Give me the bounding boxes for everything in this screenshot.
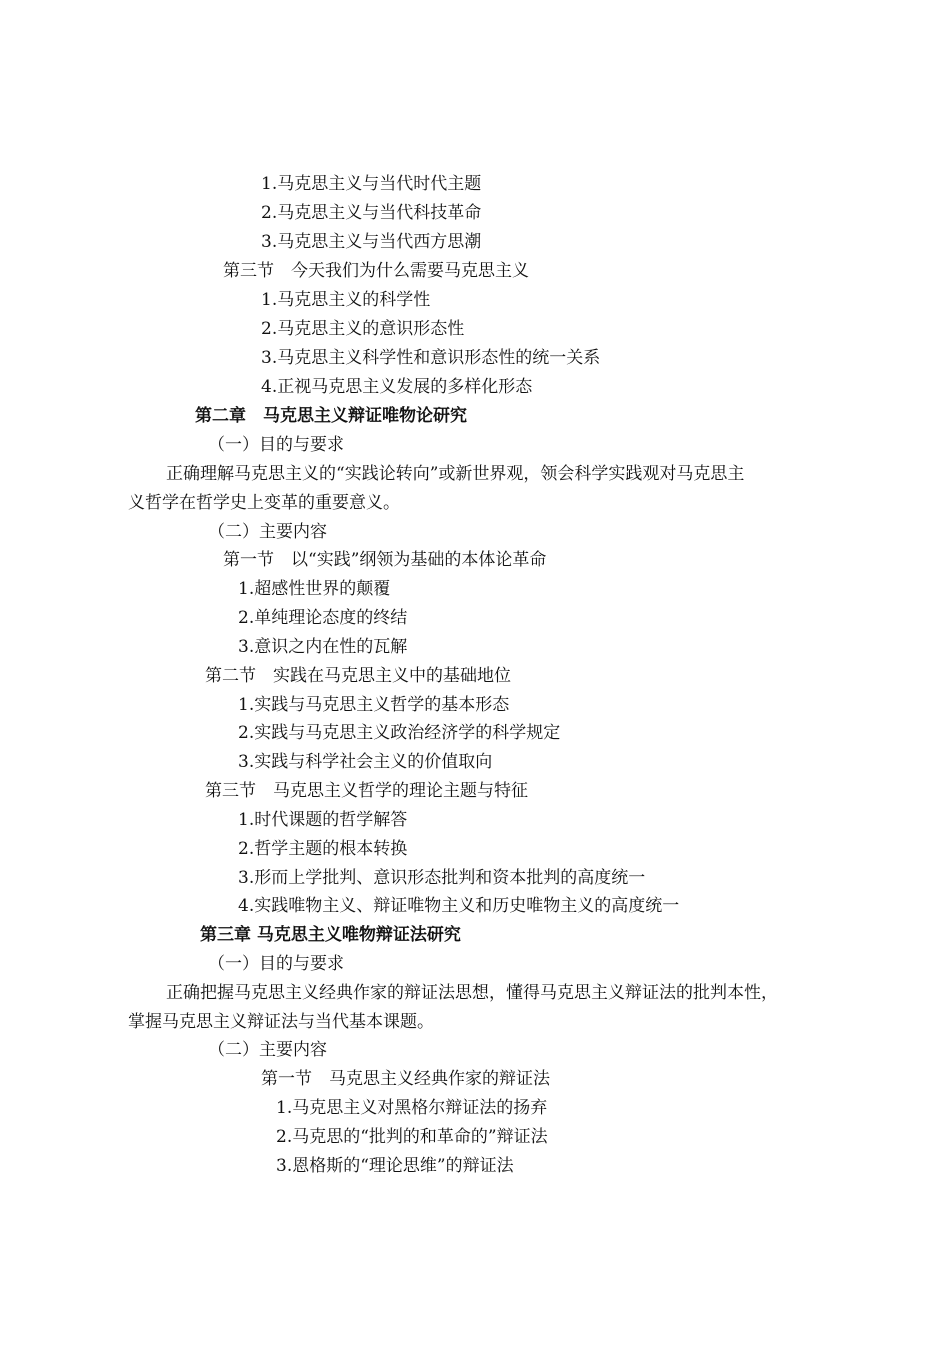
paragraph-line: 义哲学在哲学史上变革的重要意义。 bbox=[128, 493, 400, 513]
section-heading: 第一节 以“实践”纲领为基础的本体论革命 bbox=[223, 550, 547, 570]
chapter-heading: 第三章 马克思主义唯物辩证法研究 bbox=[200, 925, 461, 945]
list-item: 2.单纯理论态度的终结 bbox=[238, 608, 408, 628]
list-item: 1.实践与马克思主义哲学的基本形态 bbox=[238, 695, 510, 715]
subheading: （二）主要内容 bbox=[208, 1040, 327, 1060]
paragraph-line: 掌握马克思主义辩证法与当代基本课题。 bbox=[128, 1012, 434, 1032]
list-item: 3.马克思主义科学性和意识形态性的统一关系 bbox=[261, 348, 601, 368]
list-item: 1.超感性世界的颠覆 bbox=[238, 579, 391, 599]
list-item: 1.马克思主义对黑格尔辩证法的扬弃 bbox=[276, 1098, 548, 1118]
section-heading: 第一节 马克思主义经典作家的辩证法 bbox=[261, 1069, 550, 1089]
paragraph-line: 正确理解马克思主义的“实践论转向”或新世界观，领会科学实践观对马克思主 bbox=[166, 464, 745, 484]
section-heading: 第三节 今天我们为什么需要马克思主义 bbox=[223, 261, 529, 281]
list-item: 2.马克思主义与当代科技革命 bbox=[261, 203, 482, 223]
list-item: 2.哲学主题的根本转换 bbox=[238, 839, 408, 859]
list-item: 3.实践与科学社会主义的价值取向 bbox=[238, 752, 493, 772]
subheading: （一）目的与要求 bbox=[208, 954, 344, 974]
list-item: 3.形而上学批判、意识形态批判和资本批判的高度统一 bbox=[238, 868, 646, 888]
list-item: 3.恩格斯的“理论思维”的辩证法 bbox=[276, 1156, 514, 1176]
subheading: （二）主要内容 bbox=[208, 522, 327, 542]
list-item: 1.马克思主义与当代时代主题 bbox=[261, 174, 482, 194]
list-item: 3.意识之内在性的瓦解 bbox=[238, 637, 408, 657]
section-heading: 第三节 马克思主义哲学的理论主题与特征 bbox=[205, 781, 528, 801]
list-item: 1.马克思主义的科学性 bbox=[261, 290, 431, 310]
subheading: （一）目的与要求 bbox=[208, 435, 344, 455]
list-item: 2.马克思主义的意识形态性 bbox=[261, 319, 465, 339]
paragraph-line: 正确把握马克思主义经典作家的辩证法思想，懂得马克思主义辩证法的批判本性， bbox=[166, 983, 778, 1003]
chapter-heading: 第二章 马克思主义辩证唯物论研究 bbox=[195, 406, 467, 426]
list-item: 4.正视马克思主义发展的多样化形态 bbox=[261, 377, 533, 397]
list-item: 1.时代课题的哲学解答 bbox=[238, 810, 408, 830]
list-item: 4.实践唯物主义、辩证唯物主义和历史唯物主义的高度统一 bbox=[238, 896, 680, 916]
list-item: 2.马克思的“批判的和革命的”辩证法 bbox=[276, 1127, 548, 1147]
list-item: 3.马克思主义与当代西方思潮 bbox=[261, 232, 482, 252]
list-item: 2.实践与马克思主义政治经济学的科学规定 bbox=[238, 723, 561, 743]
section-heading: 第二节 实践在马克思主义中的基础地位 bbox=[205, 666, 511, 686]
